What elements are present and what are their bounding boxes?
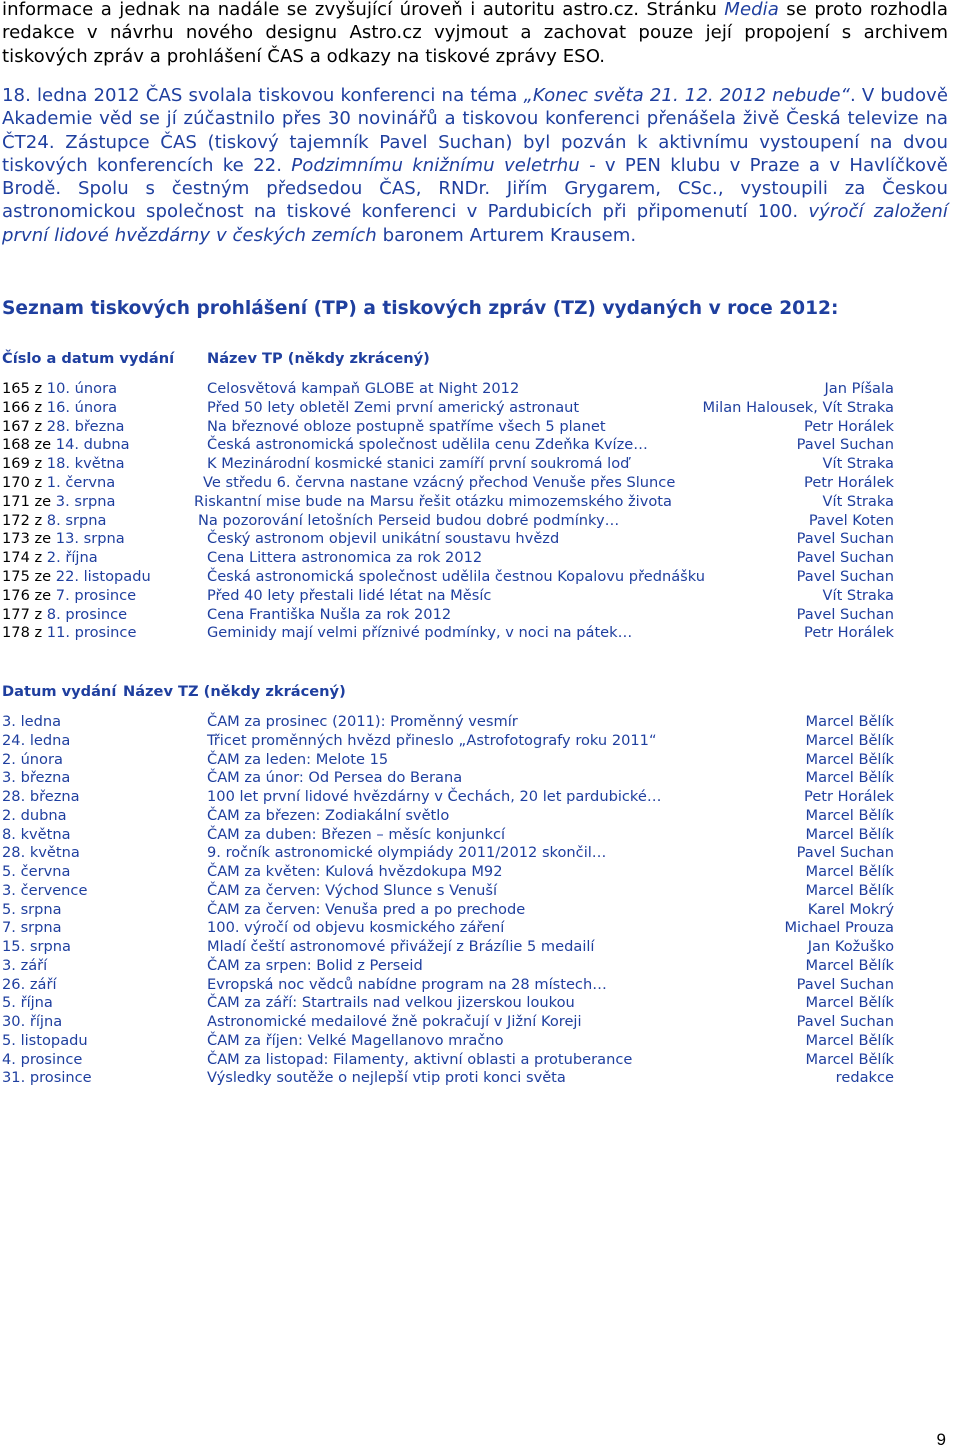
- tz-title[interactable]: ČAM za leden: Melote 15: [207, 750, 389, 768]
- tz-row: [2, 807, 894, 826]
- tp-date: 2. října: [46, 549, 98, 567]
- tz-author: Marcel Bělík: [805, 1050, 894, 1068]
- tp-date: 1. června: [46, 474, 116, 491]
- tp-number-date: [2, 418, 124, 435]
- tz-author: Marcel Bělík: [805, 806, 894, 824]
- tz-row: [2, 994, 894, 1013]
- tp-author: Petr Horálek: [804, 474, 894, 491]
- tz-header-col2: Název TZ (někdy zkrácený): [123, 683, 346, 700]
- press-text-d: baronem Arturem Krausem.: [376, 224, 637, 246]
- tz-author: Pavel Suchan: [796, 975, 894, 993]
- tp-number-date: [2, 512, 106, 529]
- tp-title[interactable]: Před 40 lety přestali lidé létat na Měsíc: [207, 586, 492, 604]
- tz-author: Marcel Bělík: [805, 750, 894, 768]
- tp-number-date: [2, 436, 130, 453]
- tz-date: 5. listopadu: [2, 1031, 88, 1049]
- tp-number: 178 z: [2, 624, 47, 642]
- tp-title[interactable]: Riskantní mise bude na Marsu řešit otázku mimozemského života: [194, 492, 672, 510]
- tz-date: 7. srpna: [2, 919, 62, 937]
- tp-author: Pavel Suchan: [796, 549, 894, 567]
- tz-title[interactable]: ČAM za březen: Zodiakální světlo: [207, 806, 450, 824]
- tp-date: 3. srpna: [55, 492, 116, 510]
- tz-title[interactable]: ČAM za duben: Březen – měsíc konjunkcí: [207, 825, 506, 843]
- tz-title[interactable]: Astronomické medailové žně pokračují v Jižní Koreji: [207, 1013, 582, 1030]
- tp-row: [2, 606, 894, 625]
- tp-date: 7. prosince: [55, 586, 137, 604]
- tz-row: [2, 1032, 894, 1051]
- tp-number-date: [2, 455, 125, 472]
- tz-row: [2, 882, 894, 901]
- tz-author: Marcel Bělík: [805, 731, 894, 749]
- tz-title[interactable]: ČAM za červen: Venuša pred a po prechode: [207, 900, 526, 918]
- tp-number-date: [2, 606, 127, 623]
- tp-row: [2, 474, 894, 493]
- tz-title[interactable]: ČAM za únor: Od Persea do Berana: [207, 769, 463, 787]
- tp-title[interactable]: Česká astronomická společnost udělila cenu Zdeňka Kvíze…: [207, 436, 648, 454]
- tp-number-date: [2, 587, 136, 604]
- tz-title[interactable]: 9. ročník astronomické olympiády 2011/2012 skončil…: [207, 844, 607, 862]
- tz-row: [2, 957, 894, 976]
- tp-number: 167 z: [2, 417, 47, 435]
- tz-author: Michael Prouza: [784, 919, 894, 937]
- tz-author: Petr Horálek: [804, 788, 894, 805]
- tz-title[interactable]: ČAM za květen: Kulová hvězdokupa M92: [207, 863, 503, 880]
- tp-number: 166 z: [2, 398, 47, 416]
- tz-author: Karel Mokrý: [807, 900, 894, 918]
- tz-author: Jan Kožuško: [807, 938, 894, 955]
- tz-row: [2, 788, 894, 807]
- tp-author: Vít Straka: [822, 492, 894, 510]
- tp-number-date: [2, 474, 115, 491]
- tp-number-date: [2, 493, 115, 510]
- tz-date: 5. června: [2, 863, 71, 880]
- tp-title[interactable]: Česká astronomická společnost udělila čestnou Kopalovu přednášku: [207, 568, 706, 585]
- tz-author: Marcel Bělík: [805, 713, 894, 730]
- tp-number-date: [2, 380, 117, 397]
- press-text-b: . V budově Akademie věd se jí zúčastnilo přes 30 novinářů a tiskovou konferenci přenášela živě Česká televize na ČT24. Zástupce ČAS (tiskový tajemník Pavel Suchan) byl pozván k aktivnímu vystoupení na dvou tiskových konferencích ke 22.: [2, 85, 948, 176]
- tp-number-date: [2, 549, 98, 566]
- tp-number: 168 ze: [2, 436, 56, 454]
- tp-row: [2, 512, 894, 531]
- tp-date: 14. dubna: [55, 436, 130, 454]
- tz-row: [2, 826, 894, 845]
- tz-row: [2, 976, 894, 995]
- tp-date: 11. prosince: [46, 624, 137, 642]
- tz-date: 28. března: [2, 788, 80, 805]
- tz-title[interactable]: ČAM za listopad: Filamenty, aktivní oblasti a protuberance: [207, 1050, 633, 1068]
- tz-date: 3. září: [2, 956, 48, 974]
- tz-author: redakce: [835, 1069, 894, 1087]
- tp-row: [2, 568, 894, 587]
- tz-title[interactable]: 100 let první lidové hvězdárny v Čechách, 20 let pardubické…: [207, 788, 662, 805]
- tp-row: [2, 530, 894, 549]
- tp-number: 170 z: [2, 474, 47, 491]
- tz-title[interactable]: Evropská noc vědců nabídne program na 28 místech…: [207, 975, 607, 993]
- tp-date: 10. února: [46, 380, 118, 397]
- tp-title[interactable]: Celosvětová kampaň GLOBE at Night 2012: [207, 380, 520, 397]
- page-number: 9: [936, 1430, 946, 1449]
- tp-date: 16. února: [46, 398, 118, 416]
- tp-number-date: [2, 624, 136, 641]
- tz-date: 3. července: [2, 881, 88, 899]
- tz-row: [2, 769, 894, 788]
- media-link[interactable]: Media: [724, 0, 779, 20]
- tp-title[interactable]: Na březnové obloze postupně spatříme všech 5 planet: [207, 417, 606, 435]
- tz-date: 26. září: [2, 975, 57, 993]
- tp-author: Pavel Suchan: [796, 605, 894, 623]
- tz-row: [2, 1069, 894, 1088]
- tz-title[interactable]: Třicet proměnných hvězd přineslo „Astrofotografy roku 2011“: [207, 731, 657, 749]
- tp-date: 22. listopadu: [55, 568, 151, 585]
- tp-row: [2, 418, 894, 437]
- tp-author: Pavel Suchan: [796, 568, 894, 585]
- intro-paragraph: [2, 0, 948, 68]
- tp-date: 18. května: [46, 455, 125, 473]
- section-title: Seznam tiskových prohlášení (TP) a tiskových zpráv (TZ) vydaných v roce 2012:: [2, 298, 839, 319]
- tp-author: Jan Píšala: [824, 380, 894, 397]
- tp-number: 172 z: [2, 511, 47, 529]
- tp-date: 8. srpna: [46, 511, 107, 529]
- tz-title[interactable]: ČAM za říjen: Velké Magellanovo mračno: [207, 1031, 504, 1049]
- tp-number: 176 ze: [2, 586, 56, 604]
- tz-row: [2, 732, 894, 751]
- tp-number-date: [2, 530, 125, 547]
- tz-date: 30. října: [2, 1013, 63, 1030]
- tz-date: 3. ledna: [2, 713, 62, 730]
- tz-row: [2, 1013, 894, 1032]
- tz-author: Marcel Bělík: [805, 994, 894, 1012]
- intro-text-b: se proto rozhodla redakce v návrhu nového designu Astro.cz vyjmout a zachovat pouze její propojení s archivem tiskových zpráv a prohlášení ČAS a odkazy na tiskové zprávy ESO.: [2, 0, 948, 67]
- tp-title[interactable]: Geminidy mají velmi příznivé podmínky, v noci na pátek…: [207, 624, 633, 642]
- tp-header-col2: Název TP (někdy zkrácený): [207, 350, 430, 367]
- tp-author: Vít Straka: [822, 455, 894, 473]
- tz-row: [2, 938, 894, 957]
- tp-title[interactable]: Cena Littera astronomica za rok 2012: [207, 549, 483, 567]
- tp-title[interactable]: Cena Františka Nušla za rok 2012: [207, 605, 452, 623]
- tz-row: [2, 844, 894, 863]
- tp-number: 175 ze: [2, 568, 56, 585]
- tp-number-date: [2, 568, 151, 585]
- tp-row: [2, 436, 894, 455]
- tp-date: 28. března: [46, 417, 125, 435]
- tz-date: 4. prosince: [2, 1050, 83, 1068]
- tp-number: 165 z: [2, 380, 47, 397]
- tz-row: [2, 751, 894, 770]
- tz-date: 8. května: [2, 825, 71, 843]
- tz-title[interactable]: 100. výročí od objevu kosmického záření: [207, 919, 505, 937]
- tp-date: 8. prosince: [46, 605, 128, 623]
- tz-title[interactable]: ČAM za srpen: Bolid z Perseid: [207, 956, 423, 974]
- tp-title[interactable]: Český astronom objevil unikátní soustavu hvězd: [207, 530, 560, 548]
- book-fair-title: Podzimnímu knižnímu veletrhu: [291, 154, 580, 176]
- tz-author: Pavel Suchan: [796, 1013, 894, 1030]
- tz-author: Pavel Suchan: [796, 844, 894, 862]
- tz-author: Marcel Bělík: [805, 881, 894, 899]
- tp-row: [2, 587, 894, 606]
- tz-title[interactable]: Výsledky soutěže o nejlepší vtip proti konci světa: [207, 1069, 566, 1087]
- tp-title[interactable]: Na pozorování letošních Perseid budou dobré podmínky…: [198, 511, 620, 529]
- tz-title[interactable]: ČAM za září: Startrails nad velkou jizerskou loukou: [207, 994, 575, 1012]
- tp-date: 13. srpna: [55, 530, 125, 548]
- tp-number-date: [2, 399, 117, 416]
- tz-date: 2. února: [2, 750, 63, 768]
- press-text-a: 18. ledna 2012 ČAS svolala tiskovou konferenci na téma: [2, 85, 524, 106]
- press-paragraph: [2, 84, 948, 247]
- tp-header-col1: Číslo a datum vydání: [2, 350, 175, 367]
- tp-row: [2, 455, 894, 474]
- tp-author: Pavel Suchan: [796, 436, 894, 454]
- tp-row: [2, 380, 894, 399]
- tz-date: 15. srpna: [2, 938, 71, 955]
- tz-row: [2, 713, 894, 732]
- tp-author: Vít Straka: [822, 586, 894, 604]
- tz-author: Marcel Bělík: [805, 769, 894, 787]
- tz-row: [2, 1051, 894, 1070]
- tz-date: 28. května: [2, 844, 80, 862]
- tz-date: 5. října: [2, 994, 53, 1012]
- tz-author: Marcel Bělík: [805, 956, 894, 974]
- tp-title[interactable]: Ve středu 6. června nastane vzácný přechod Venuše přes Slunce: [203, 474, 676, 491]
- tz-header-col1: Datum vydání: [2, 683, 117, 700]
- tp-row: [2, 624, 894, 643]
- tz-date: 24. ledna: [2, 731, 71, 749]
- tp-author: Pavel Koten: [808, 511, 894, 529]
- tp-author: Petr Horálek: [804, 417, 894, 435]
- tz-author: Marcel Bělík: [805, 1031, 894, 1049]
- tp-number: 173 ze: [2, 530, 56, 548]
- tp-row: [2, 549, 894, 568]
- intro-text-a: informace a jednak na nadále se zvyšující úroveň i autoritu astro.cz. Stránku: [2, 0, 725, 20]
- tz-author: Marcel Bělík: [805, 825, 894, 843]
- tp-row: [2, 493, 894, 512]
- press-text-c: - v PEN klubu v Praze a v Havlíčkově Brodě. Spolu s čestným předsedou ČAS, RNDr. Jiřím Grygarem, CSc., vystoupili za Českou astronomickou společnost na tiskové konferenci v Pardubicích při připomenutí 100.: [2, 154, 948, 223]
- tp-author: Milan Halousek, Vít Straka: [702, 398, 894, 416]
- tz-date: 3. března: [2, 769, 71, 787]
- conference-title: „Konec světa 21. 12. 2012 nebude“: [523, 85, 850, 106]
- tz-title[interactable]: ČAM za prosinec (2011): Proměnný vesmír: [207, 713, 518, 730]
- tp-number: 174 z: [2, 549, 47, 567]
- tz-title[interactable]: ČAM za červen: Východ Slunce s Venuší: [207, 881, 498, 899]
- tz-row: [2, 919, 894, 938]
- tz-date: 5. srpna: [2, 900, 62, 918]
- tp-number: 171 ze: [2, 492, 56, 510]
- tz-author: Marcel Bělík: [805, 863, 894, 880]
- tz-row: [2, 901, 894, 920]
- tp-number: 169 z: [2, 455, 47, 473]
- tz-title[interactable]: Mladí čeští astronomové přivážejí z Brázílie 5 medailí: [207, 938, 595, 955]
- anniversary-title: výročí založení první lidové hvězdárny v českých zemích: [2, 201, 948, 246]
- tp-number: 177 z: [2, 605, 47, 623]
- tz-date: 2. dubna: [2, 806, 67, 824]
- tp-title[interactable]: Před 50 lety obletěl Zemi první americký astronaut: [207, 398, 580, 416]
- tz-date: 31. prosince: [2, 1069, 92, 1087]
- tp-author: Pavel Suchan: [796, 530, 894, 548]
- tp-title[interactable]: K Mezinárodní kosmické stanici zamíří první soukromá loď: [207, 455, 630, 473]
- tp-row: [2, 399, 894, 418]
- tz-row: [2, 863, 894, 882]
- tp-author: Petr Horálek: [804, 624, 894, 642]
